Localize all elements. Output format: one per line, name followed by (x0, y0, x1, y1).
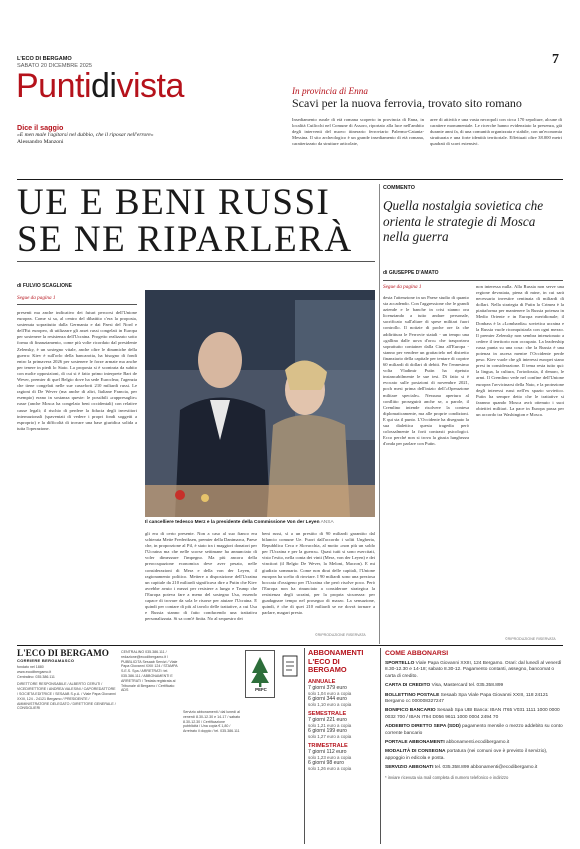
come-row-label: BOLLETTINO POSTALE (385, 692, 440, 698)
abbonamenti-title-2: L'ECO DI BERGAMO (308, 656, 347, 674)
plan-note-6: solo 1,26 euro a copia (308, 765, 352, 771)
footer-rule-2 (380, 648, 381, 844)
plan-note-6: solo 1,10 euro a copia (308, 701, 352, 707)
footer-rule-1 (304, 648, 305, 844)
plan-heading: TRIMESTRALE (308, 742, 348, 749)
saggio-box (17, 123, 277, 146)
come-row-text: abbonamenti.ecodibergamo.it (446, 740, 510, 746)
section-title-c: vista (116, 67, 184, 105)
abbonamento-plan (308, 711, 378, 739)
header-date: SABATO 20 DICEMBRE 2025 (17, 62, 93, 69)
plan-note-7: solo 1,04 euro a copia (308, 690, 352, 696)
main-headline (17, 184, 377, 258)
masthead-block (17, 648, 117, 802)
plan-note-6: solo 1,27 euro a copia (308, 733, 352, 739)
main-headline-line1: UE E BENI RUSSI (17, 182, 331, 223)
main-divider (17, 261, 375, 262)
masthead-web: www.ecodibergamo.it (17, 669, 52, 674)
enna-kicker: In provincia di Enna (292, 86, 368, 96)
come-title: COME ABBONARSI (385, 650, 449, 657)
come-row-text: Visa, Mastercard tel. 035.358.899 (431, 683, 504, 689)
commento-byline: di GIUSEPPE D'AMATO (383, 270, 439, 276)
saggio-label: Dice il saggio (17, 123, 64, 132)
come-row-label: CARTA DI CREDITO (385, 683, 431, 689)
enna-article (292, 86, 564, 110)
commento-copyright: ©RIPRODUZIONE RISERVATA (505, 637, 556, 641)
come-row-label: MODALITÀ DI CONSEGNA (385, 749, 446, 755)
plan-price-6: 6 giorni 344 euro (308, 695, 347, 702)
main-col2: gli era di certo presente. Non a caso al suo fianco era schierata Mette Frederiksen, premier della Danimarca, Paese che, in proporzione al Pil, è stato tra i maggiori donatori per l'Ucraina ma che nelle scorse settimane ha annunciato di voler dimezzare l'impegno. Ma più ancora della preoccupazione economica deve aver pesato, nelle considerazioni di Merz e della von der Leyen, il ragionamento politico. Mettere a disposizione dell'Ucraina un capitale da 210 miliardi significava dire a Putin che Kiev avrebbe avuto i mezzi per resistere a lungo e Trump che l'Europa poteva fare a meno del sostegno Usa, essendo capace di trovare da sola le risorse per aiutare l'Ucraina. E quindi per contare di più al tavolo delle trattative, a cui Usa e Russia stanno di fatto conducendo una trattativa personalizzata. Si sa com'è finita. No al sequestro dei (145, 531, 257, 622)
recycle-icon (280, 652, 300, 682)
come-row-text: portatura (nei comuni ove è previsto il servizio), appoggio in edicola e posta. (385, 749, 548, 761)
commento-col1: desta l'attenzione in un Paese studio di quanto sta accadendo. Con l'aggressione che le grandi aziende e le banche in crisi stanno ora licenziando a tutto andare personale, sacrificato sull'altare di spese militari fuori controllo. Il notizie di poche ore fa che addirittura le Ferrovie statali - un tempo una «gallina dalle uova d'oro» che trasportava soprattutto container dalla Cina all'Europa - stanno per vendere un grattacielo nel distretto finanziario della capitale per tentare di coprire 60 miliardi di dollari di debiti. Per l'ennesimo volta Vladimir Putin ha ripetuto instancabilmente le sue tesi. Di fatto si è evocato sulle posizioni di novembre 2021, poch mesi prima dell'inizio dell'«Operazione militare speciale». Nessuna apertura al conflitto proseguirà anche se, a parole, il Cremlino intende risolvere la contesa diplomaticamente, ma alle proprie condizioni. E qui sta il punto. L'Occidente ha disegnato la sua dialettica questa tragedia però colossalmente la forti contrasti psicologici. Ecco perché non si trova la giusta lunghezza d'onda per parlare con Putin. (383, 295, 469, 447)
section-title (16, 66, 184, 106)
come-row (385, 724, 563, 737)
abbonamenti-block (308, 649, 378, 775)
come-row-label: ADDEBITO DIRETTO SEPA (SDD) (385, 724, 461, 730)
divider-bottom (17, 645, 563, 646)
commento-col2: non interessa nulla. Alla Russia non serve una regione devastata, piena di mine, in cui sarà necessario investire centinaia di miliardi di dollari. Nella strategia di Putin la Crimea è la piattaforma per mantenere la Russia potenza in Medio Oriente e in Europa meridionale; il Donbass è la «Lombardia» sovietica ucraina e la Russia vuole riconquistarla con ogni mezzo. Il premier Zelensky non sembra intenzionato a cedere il territorio non occupato. La leadership russa punta su una cosa: che la Russia è una potenza in ascesa mentre l'Occidente perde peso. Kiev vuole che gli interessi europei siano presi in considerazione. Il tema resta tutto qui: la lingua, la cultura, l'ortodossia, il denaro, le armi. Il Cremlino vede nel confine dell'Unione europea l'avvicinarsi della Nato, e la protezione degli interessi russi nell'ex spazio sovietico. Putin ha sempre detto che le trattative si faranno quando Mosca avrà ottenuto i suoi obiettivi militari. La pace in Europa passa per un accordo tra Washington e Mosca. (476, 284, 564, 417)
photo-caption (145, 520, 377, 526)
come-row-text: pagamento mensile o mezzo addebito su conto corrente bancario (385, 724, 563, 736)
come-row (385, 683, 563, 689)
enna-headline: Scavi per la nuova ferrovia, trovato sito romano (292, 96, 522, 110)
plan-price-7: 7 giorni 221 euro (308, 716, 347, 723)
come-row-text: Sesaab Spa Viale Papa Giovanni XXIII, 118 24121 Bergamo cc 000008327247 (385, 692, 549, 705)
abbonamenti-plans (308, 679, 378, 771)
come-row-text: Sesaab Spa UBI Banca: IBAN IT65 V031 1111 1000 0000 0032 700 / IBAN IT94 D056 9611 1000 0004 2494 70 (385, 708, 560, 720)
divider-top (17, 179, 563, 180)
commento-divider (383, 280, 563, 281)
come-row-label: SERVIZIO ABBONATI (385, 765, 434, 771)
abbonamento-plan (308, 679, 378, 707)
come-rows (385, 661, 563, 772)
masthead-info-col1: DIRETTORE RESPONSABILE / ALBERTO CERUTI / VICEDIRETTORE / ANDREA VALESINI / CAPOREDATTORE / SOCIETA EDITRICE / SESAAB S.p.A. / Viale Papa Giovanni XXIII, 124 - 24121 Bergamo / PRESIDENTE / AMMINISTRATORE DELEGATO / DIRETTORE GENERALE / CONSIGLIERI (17, 682, 116, 711)
abbonamenti-title-1: ABBONAMENTI (308, 648, 364, 657)
news-photo (145, 290, 375, 517)
main-col3: beni russi, sì a un prestito di 90 miliardi garantito dal bilancio comune Ue. Fuori dall'accordo i soliti Ungheria, Repubblica Ceca e Slovacchia, al motto «non più un soldo per l'Ucraina e per la guerra». Quasi tutti si sono esercitati, visto l'esito, nella conta dei vinti (Merz, von der Leyen) e dei vincitori (il Belgio De Wever, la Meloni, Macron). E mi giudizio sommario. Come non dirai delle capitali, l'Unione europea ha scelto di rinviare. I 90 miliardi sono una preziosa boccata d'ossigeno per l'Ucraina che però risolve poco. Però l'Europa non ha rinunciato a considerare strategica la resistenza degli ucraini, per la propria sicurezza: per guadagnare tempo nel proseguo di marzo. La sensazione, quindi, è che di quei 210 miliardi se ne dovrà tornare a parlare, magari presto. (262, 531, 375, 616)
come-note: * inviare ricevuta via mail completa di numero telefonico e indirizzo (385, 774, 509, 780)
commento-segue: Segue da pagina 1 (383, 284, 422, 290)
come-row-label: PORTALE ABBONAMENTI (385, 740, 445, 746)
column-rule-right (379, 184, 380, 644)
plan-price-7: 7 giorni 112 euro (308, 748, 347, 755)
commento-label: COMMENTO (383, 185, 415, 191)
masthead-info-col3: Servizio abbonamenti / dal lunedì al venerdì 8.30-12.30 e 14-17 / sabato 8.30-12.30 / Certificazione pubblicità / Una copia € 1,80 / Arretrato il doppio / tel. 035.386.111 (183, 710, 241, 734)
segue-divider (17, 304, 137, 305)
masthead-tagline: CORRIERE BERGAMASCO (17, 658, 75, 663)
section-title-b: di (91, 67, 117, 105)
pefc-logo (245, 650, 275, 698)
main-segue: Segue da pagina 1 (17, 295, 56, 301)
abbonamento-plan (308, 743, 378, 771)
plan-price-7: 7 giorni 379 euro (308, 684, 347, 691)
enna-col2: aree di attività e una vasta necropoli con circa 170 sepolture, alcune di carattere monumentale. Le ricerche hanno evidenziato la presenza, già durante anni fa, di una comunità organizzata e stabile, con un'economia strutturata e una forte identità territoriale. Effettuati oltre 38.000 metri quadrati di scavi estensivi. (430, 117, 562, 147)
plan-price-6: 6 giorni 98 euro (308, 759, 345, 766)
masthead-phone: Centralino: 035.386.111 (17, 674, 55, 679)
page-number: 7 (552, 52, 559, 67)
main-copyright: ©RIPRODUZIONE RISERVATA (315, 633, 366, 637)
pefc-label: PEFC (255, 687, 267, 692)
plan-note-7: solo 1,21 euro a copia (308, 722, 352, 728)
plan-heading: SEMESTRALE (308, 710, 347, 717)
come-row (385, 740, 563, 746)
come-row-text: Viale Papa Giovanni XXIII, 124 Bergamo. Orari: dal lunedì al venerdì 8.30-12.30 e 14-18; sabato 8.30-12. Pagamento contanti, assegno, bancomat o carta di credito. (385, 661, 562, 679)
photo-caption-text: Il cancelliere tedesco Merz e la presidente della Commissione Von der Leyen (145, 520, 320, 525)
masthead-info-col2: CENTRALINO 035.386.111 / redazione@ecodibergamo.it / PUBBLICITA Sesaab Servizi / Viale Papa Giovanni XXIII 124 / STAMPA S.E.S. Spa / ARRETRATI: tel. 035.386.111 / ABBONAMENTI E ARRETRATI / Testata registrata al Tribunale di Bergamo / Certificato ADS (121, 650, 178, 693)
masthead-name: L'ECO DI BERGAMO (17, 648, 109, 658)
come-row-text: tel. 035.358.899 abbonamenti@ecodibergamo.it (434, 765, 538, 771)
photo-caption-credit: ANSA (320, 520, 334, 525)
section-title-a: Punti (16, 67, 91, 105)
come-block (385, 650, 563, 780)
saggio-author: Alessandro Manzoni (17, 139, 64, 145)
photo-illustration (145, 290, 375, 517)
come-row (385, 708, 563, 721)
main-byline: di FULVIO SCAGLIONE (17, 283, 72, 289)
plan-heading: ANNUALE (308, 678, 336, 685)
plan-price-6: 6 giorni 199 euro (308, 727, 347, 734)
main-headline-line2: SE NE RIPARLERÀ (17, 219, 353, 260)
come-row (385, 661, 563, 680)
come-row (385, 693, 563, 706)
enna-col1: Insediamento rurale di età romana scoperto in provincia di Enna, in località Cutlicchi nel Comune di Assoro, riportato alla luce nell'ambito degli interventi del nuovo itinerario ferroviario Palermo-Catania-Messina. Il sito archeologico è un grande insediamento di età romana, caratterizzato da strutture articolate, (292, 117, 424, 147)
saggio-quote: «E men male l'agitarsi nel dubbio, che il riposar nell'errore» (17, 132, 154, 138)
plan-note-7: solo 1,23 euro a copia (308, 754, 352, 760)
main-col1: presenti ma anche indicativo dei futuri percorsi dell'Unione europea. Come si sa, al centro del dibattito c'era la proposta, sostenuta soprattutto dalla Germania e dai Paesi del Nord e dell'Est europeo, di utilizzare gli asset russi congelati in Europa per sostenere la resistenza dell'Ucraina. Progetto realizzato sotto forma di finanziamento, come più volte ricordato dal presidente Zelensky, è un sostegno vitale, anche oltre le dinamiche della guerra: Kiev è sull'orlo della bancarotta, ha bisogno di fondi entro la primavera 2026 per sostenere le forze armate ma anche per tenere in piedi lo Stato. La proposta si è scontrata da subito con molte opposizioni, di cui si è fatto primo interprete Bart de Wever, premier di quel Belgio dove ha sede Euroclear, l'agenzia che tiene congelati nelle sue casseforti 210 miliardi russi. Le ragioni di De Wever (ma anche di altri, Italiane Francia, per esempio) erano in sostanza queste: le possibili «rappresaglie» russe (anche Mosca ha congelato beni occidentali) con relative cause legali; il rischio di perdere la fiducia degli investitori internazionali (spaventati di vedere i propri fondi soggetti a esproprio) e la difficoltà di trovare una base giuridica solida a tutta l'operazione. (17, 310, 137, 431)
come-row (385, 749, 563, 762)
masthead-founded: fondato nel 1880 (17, 665, 44, 669)
commento-headline: Quella nostalgia sovietica che orienta le strategie di Mosca nella guerra (383, 198, 544, 244)
come-row-label: SPORTELLO (385, 661, 415, 666)
come-row (385, 765, 563, 771)
come-row-label: BONIFICO BANCARIO (385, 708, 436, 714)
header-paper-name: L'ECO DI BERGAMO (17, 56, 72, 62)
